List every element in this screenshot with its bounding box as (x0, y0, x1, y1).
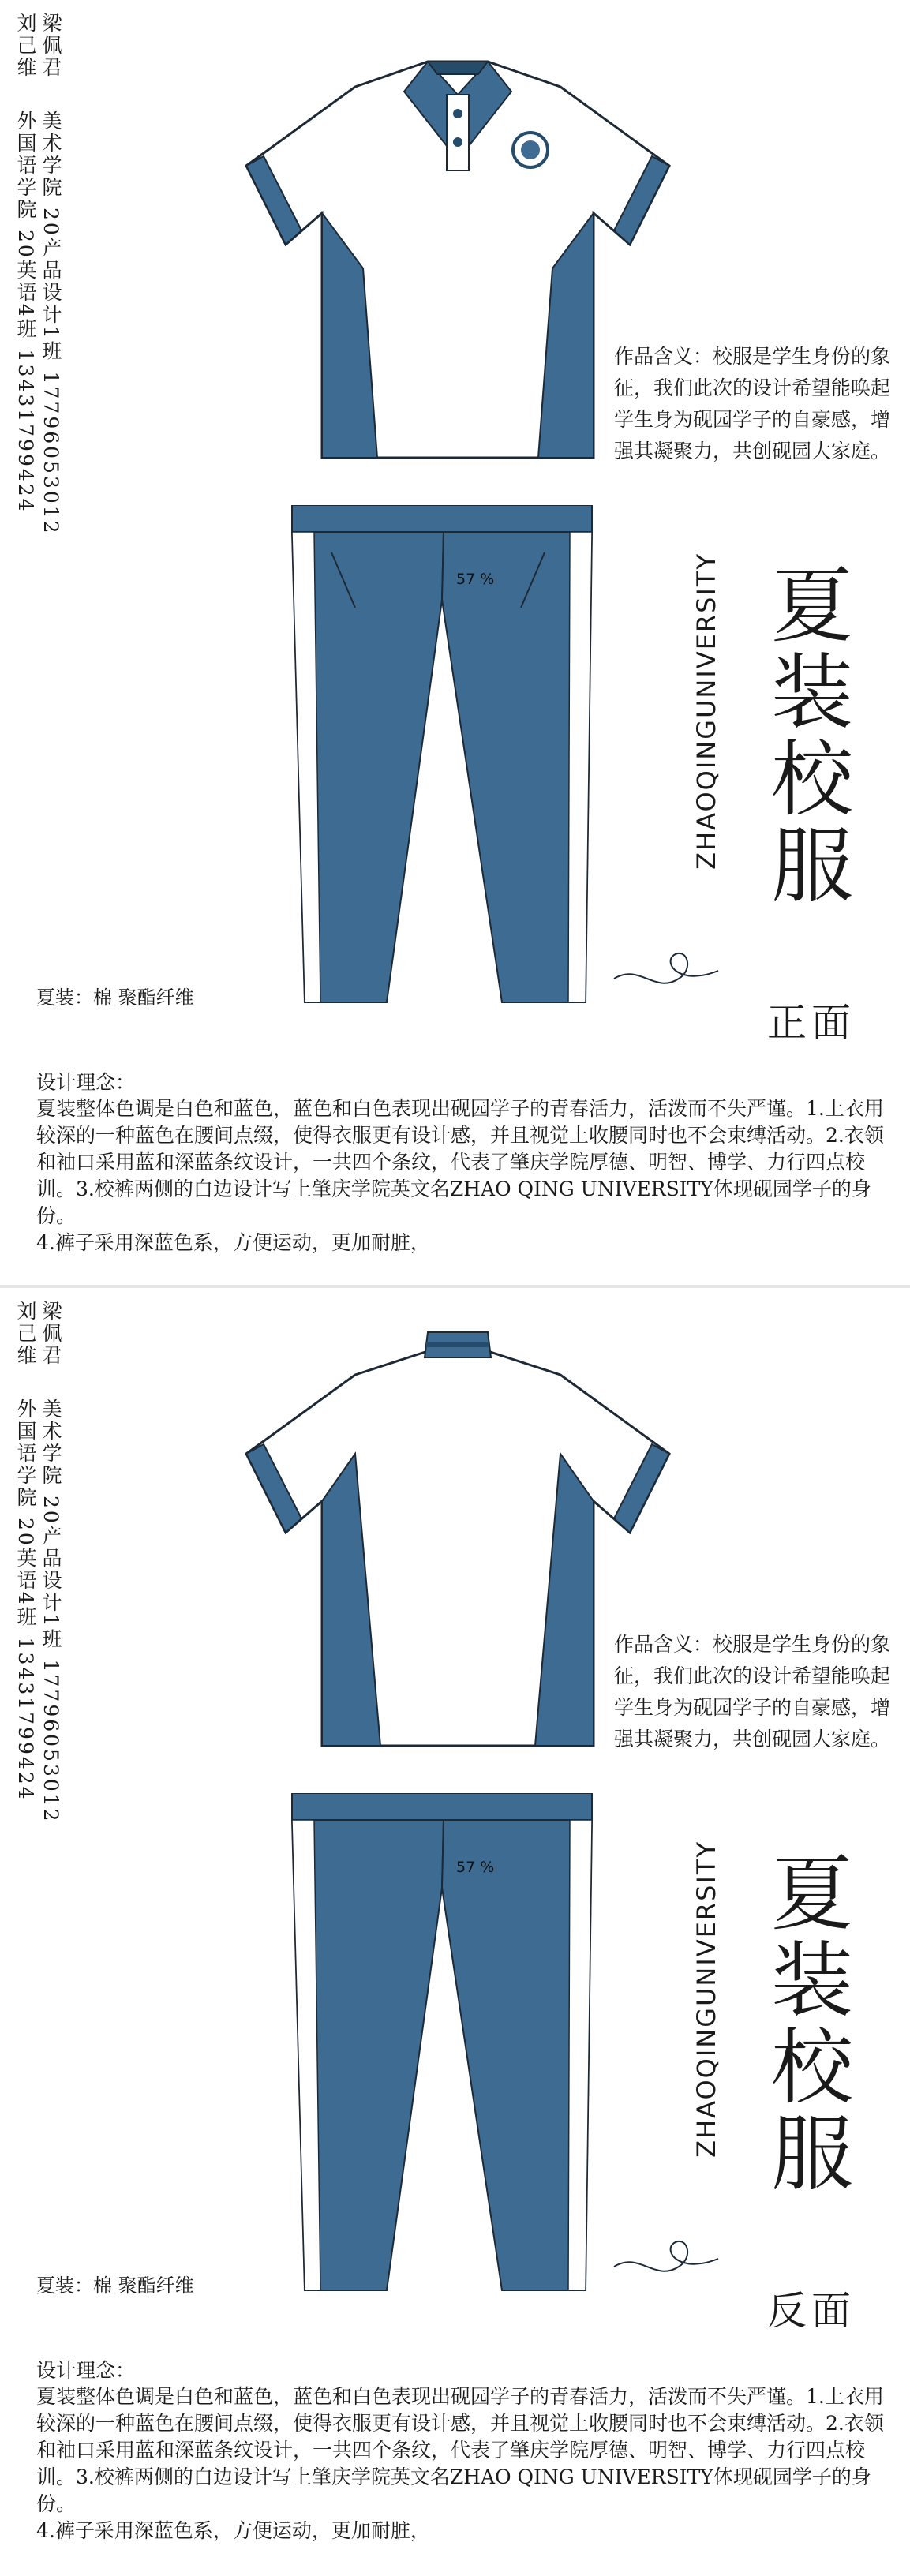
pants-back-drawing (276, 1793, 608, 2298)
fabric-note: 夏装：棉 聚酯纤维 (36, 2275, 194, 2297)
university-vertical-label: ZHAOQINGUNIVERSITY (691, 1840, 721, 2158)
shirt-button-1 (453, 109, 462, 118)
view-label: 正面 (767, 1000, 856, 1046)
author-2-name: 梁佩君 (39, 13, 62, 79)
shirt-back-drawing (237, 1304, 679, 1762)
design-meaning: 作品含义：校服是学生身份的象征，我们此次的设计希望能唤起学生身为砚园学子的自豪感，增强其凝聚力，共创砚园大家庭。 (614, 345, 891, 462)
author-2-name: 梁佩君 (39, 1301, 62, 1367)
shirt-button-2 (453, 137, 462, 147)
decorative-swirl (608, 2219, 726, 2290)
author-1-name: 刘己维 (14, 1301, 37, 1367)
author-2-info: 美术学院 20产品设计1班 17796053012 (39, 1398, 62, 1824)
concept-heading: 设计理念： (36, 1071, 136, 1094)
shirt-placket (447, 95, 469, 170)
page-title: 夏装校服 (757, 562, 853, 909)
design-meaning: 作品含义：校服是学生身份的象征，我们此次的设计希望能唤起学生身为砚园学子的自豪感，增强其凝聚力，共创砚园大家庭。 (614, 1633, 891, 1750)
view-label: 反面 (767, 2288, 856, 2334)
author-2-info: 美术学院 20产品设计1班 17796053012 (39, 110, 62, 536)
pants-right-white-stripe (568, 532, 592, 1002)
author-column-2 (41, 1301, 61, 1823)
author-column-2 (41, 13, 61, 535)
university-vertical-label: ZHAOQINGUNIVERSITY (691, 552, 721, 870)
fabric-percent-label: 57 % (456, 571, 495, 588)
shirt-front-drawing (237, 16, 679, 474)
page-title: 夏装校服 (757, 1850, 853, 2197)
concept-heading: 设计理念： (36, 2359, 136, 2382)
author-column-1 (16, 1301, 36, 1801)
author-column-1 (16, 13, 36, 513)
pants-waistband (292, 505, 592, 532)
decorative-swirl (608, 931, 726, 1002)
concept-text: 夏装整体色调是白色和蓝色，蓝色和白色表现出砚园学子的青春活力，活泼而不失严谨。1.上衣用较深的一种蓝色在腰间点缀，使得衣服更有设计感，并且视觉上收腰同时也不会束缚活动。2.衣领和袖口采用蓝和深蓝条纹设计，一共四个条纹，代表了肇庆学院厚德、明智、博学、力行四点校训。3.校裤两侧的白边设计写上肇庆学院英文名ZHAO QING UNIVERSITY体现砚园学子的身份。 4.裤子采用深蓝色系，方便运动，更加耐脏， (36, 1097, 884, 1254)
back-panel (0, 1288, 910, 2576)
shirt-collar-back (428, 62, 488, 74)
pants-front-drawing (276, 505, 608, 1010)
author-1-name: 刘己维 (14, 13, 37, 79)
school-badge-inner (521, 140, 540, 159)
author-1-info: 外国语学院 20英语4班 13431799424 (14, 110, 37, 514)
pants-right-white-stripe (568, 1820, 592, 2290)
concept-text: 夏装整体色调是白色和蓝色，蓝色和白色表现出砚园学子的青春活力，活泼而不失严谨。1.上衣用较深的一种蓝色在腰间点缀，使得衣服更有设计感，并且视觉上收腰同时也不会束缚活动。2.衣领和袖口采用蓝和深蓝条纹设计，一共四个条纹，代表了肇庆学院厚德、明智、博学、力行四点校训。3.校裤两侧的白边设计写上肇庆学院英文名ZHAO QING UNIVERSITY体现砚园学子的身份。 4.裤子采用深蓝色系，方便运动，更加耐脏， (36, 2385, 884, 2542)
fabric-percent-label: 57 % (456, 1859, 495, 1876)
pants-waistband (292, 1793, 592, 1820)
shirt-body (246, 1351, 669, 1746)
author-1-info: 外国语学院 20英语4班 13431799424 (14, 1398, 37, 1802)
fabric-note: 夏装：棉 聚酯纤维 (36, 987, 194, 1009)
